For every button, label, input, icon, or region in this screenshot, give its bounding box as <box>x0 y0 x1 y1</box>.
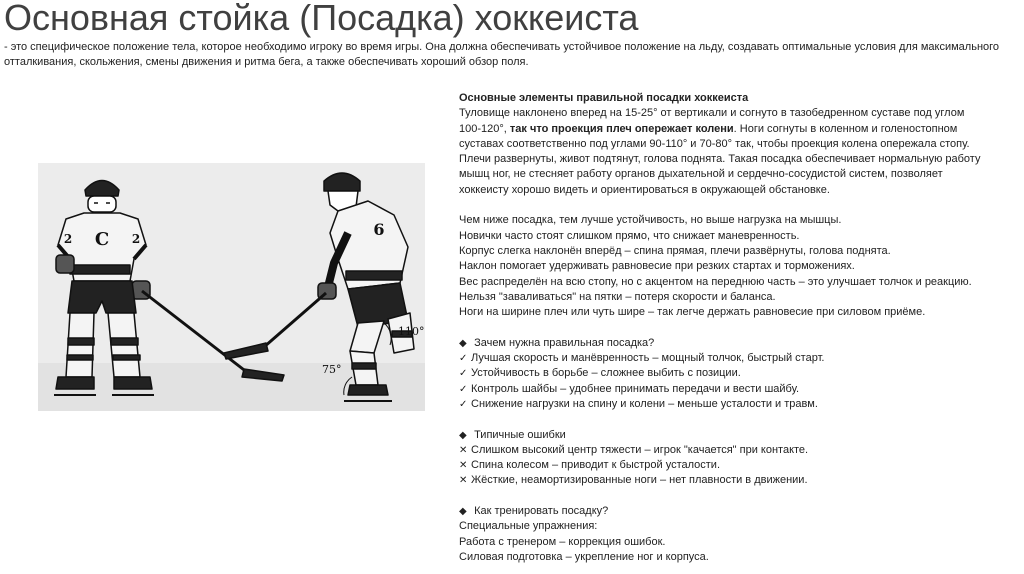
error-item <box>459 443 1019 458</box>
error-item-text: Спина колесом – приводит к быстрой усталости. <box>471 459 721 472</box>
why-item <box>459 397 1019 412</box>
cross-icon: ✕ <box>459 460 468 472</box>
diamond-bullet-icon: ◆ <box>459 506 467 518</box>
why-item <box>459 351 1019 366</box>
error-item-text: Жёсткие, неамортизированные ноги – нет плавности в движении. <box>471 474 808 487</box>
errors-heading-text: Типичные ошибки <box>474 428 566 441</box>
cross-icon: ✕ <box>459 444 468 456</box>
slide-subtitle: - это специфическое положение тела, которое необходимо игроку во время игры. Она должна обеспечивать устойчивое положение на льду, создавать оптимальные условия для максимального отталкивания, скольжения, смены движения и ритма бега, а также обеспечивать хороший обзор поля. <box>4 41 1000 68</box>
why-item <box>459 366 1019 381</box>
error-item <box>459 473 1019 488</box>
jersey-number-left: 2 <box>63 232 73 246</box>
elements-line <box>459 122 1019 137</box>
training-item: Силовая подготовка – укрепление ног и корпуса. <box>459 550 709 563</box>
why-item-text: Снижение нагрузки на спину и колени – меньше усталости и травм. <box>471 397 818 410</box>
training-heading <box>459 504 1019 519</box>
jersey-letter: C <box>94 229 110 250</box>
elements-line: мышц ног, не стесняет работу органов дыхательной и сердечно-сосудистой систем, позволяет <box>459 168 943 181</box>
note-line: Наклон помогает удерживать равновесие при резких стартах и торможениях. <box>459 260 855 273</box>
check-icon: ✓ <box>459 383 468 395</box>
elements-heading: Основные элементы правильной посадки хоккеиста <box>459 92 749 104</box>
note-line: Чем ниже посадка, тем лучше устойчивость, но выше нагрузка на мышцы. <box>459 214 842 227</box>
jersey-number-right: 2 <box>131 232 141 246</box>
ankle-angle-label: 75° <box>322 363 342 376</box>
hockey-stance-illustration <box>38 163 425 411</box>
error-item-text: Слишком высокий центр тяжести – игрок "качается" при контакте. <box>471 443 809 456</box>
knee-angle-label: 110° <box>398 325 425 338</box>
training-item: Работа с тренером – коррекция ошибок. <box>459 535 666 548</box>
why-item-text: Контроль шайбы – удобнее принимать передачи и вести шайбу. <box>471 382 800 395</box>
note-line: Корпус слегка наклонён вперёд – спина прямая, плечи развёрнуты, голова поднята. <box>459 244 891 257</box>
check-icon: ✓ <box>459 398 468 410</box>
elements-text: 100-120°, <box>459 122 510 135</box>
note-line: Вес распределён на всю стопу, но с акцентом на переднюю часть – это улучшает толчок и реакцию. <box>459 275 972 288</box>
check-icon: ✓ <box>459 368 468 380</box>
diamond-bullet-icon: ◆ <box>459 337 467 349</box>
note-line: Новички часто стоят слишком прямо, что снижает маневренность. <box>459 229 800 242</box>
elements-text: . Ноги согнуты в коленном и голеностопном <box>733 122 958 135</box>
training-item: Специальные упражнения: <box>459 520 598 533</box>
check-icon: ✓ <box>459 353 468 365</box>
diamond-bullet-icon: ◆ <box>459 429 467 441</box>
why-item <box>459 382 1019 397</box>
elements-line: Туловище наклонено вперед на 15-25° от вертикали и согнуто в тазобедренном суставе под углом <box>459 107 965 120</box>
elements-emphasis: так что проекция плеч опережает колени <box>509 122 734 135</box>
note-line: Ноги на ширине плеч или чуть шире – так легче держать равновесие при силовом приёме. <box>459 306 926 319</box>
why-heading <box>459 336 1019 351</box>
elements-line: Плечи развернуты, живот подтянут, голова поднята. Такая посадка обеспечивает нормальную работу <box>459 153 981 166</box>
cross-icon: ✕ <box>459 475 468 487</box>
why-item-text: Лучшая скорость и манёвренность – мощный толчок, быстрый старт. <box>471 352 825 365</box>
errors-heading <box>459 428 1019 443</box>
elements-line: суставах соответственно под углами 90-110° и 70-80° так, чтобы проекция колена опережала стопу. <box>459 137 970 150</box>
note-line: Нельзя "заваливаться" на пятки – потеря скорости и баланса. <box>459 290 776 303</box>
slide-title: Основная стойка (Посадка) хоккеиста <box>4 0 639 38</box>
content-column <box>459 91 1019 565</box>
why-heading-text: Зачем нужна правильная посадка? <box>474 336 655 349</box>
why-item-text: Устойчивость в борьбе – сложнее выбить с позиции. <box>471 367 741 380</box>
error-item <box>459 458 1019 473</box>
jersey-number-skater: 6 <box>373 220 385 239</box>
training-heading-text: Как тренировать посадку? <box>474 505 609 518</box>
elements-line: хоккеисту хорошо видеть и ориентироваться в окружающей обстановке. <box>459 183 830 196</box>
